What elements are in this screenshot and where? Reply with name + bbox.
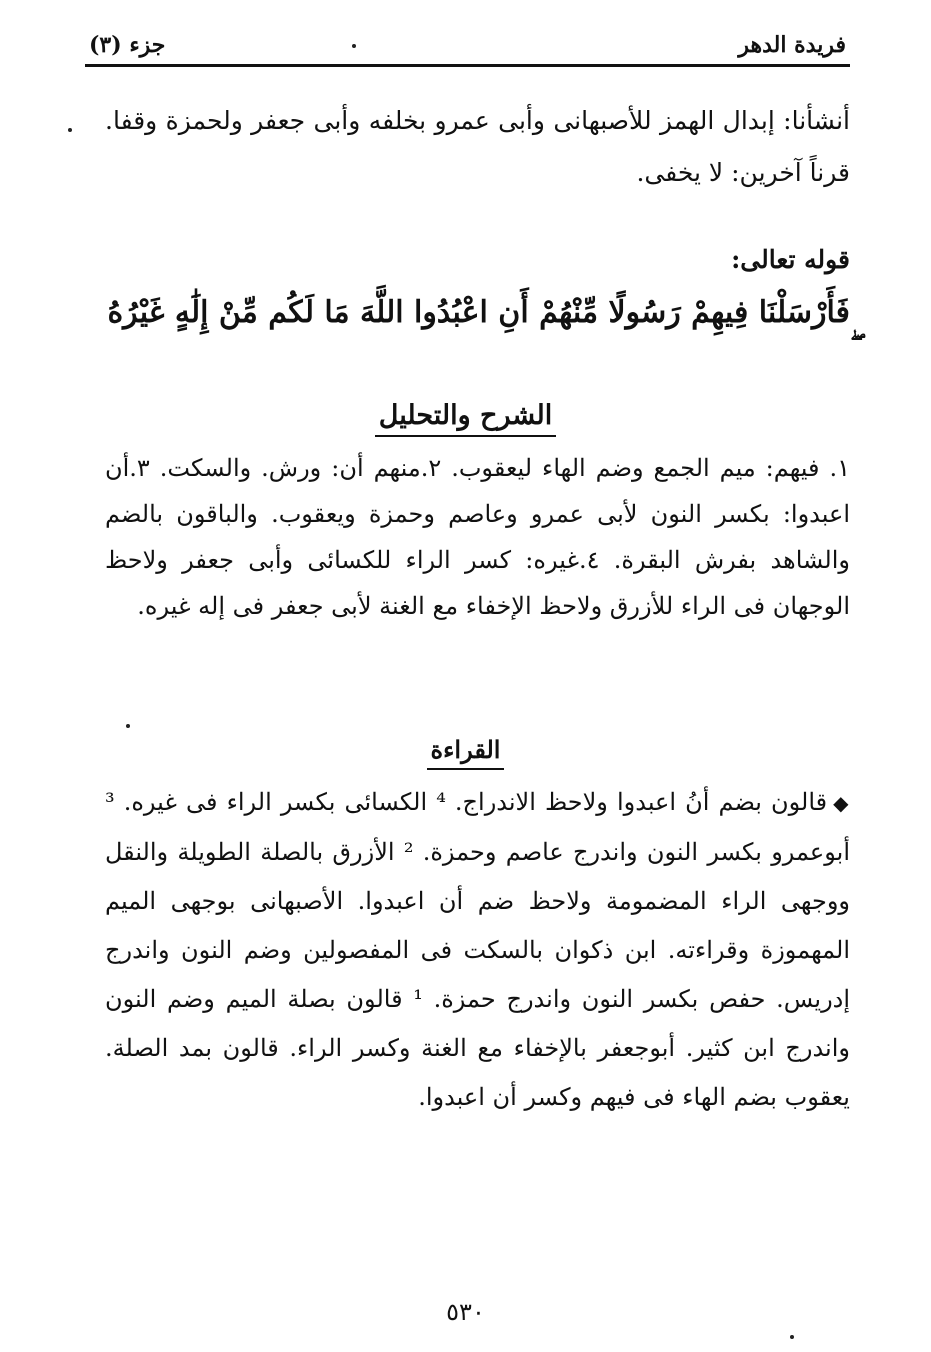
scan-speck (352, 44, 356, 48)
page-header (85, 30, 850, 67)
explanation-paragraph: ١. فيهم: ميم الجمع وضم الهاء ليعقوب. ٢.منهم أن: ورش. والسكت. ٣.أن اعبدوا: بكسر النون لأبى عمرو وعاصم وحمزة ويعقوب. والباقون بالضم والشاهد بفرش البقرة. ٤.غيره: كسر الراء للكسائى وأبى جعفر ولاحظ الوجهان فى الراء للأزرق ولاحظ الإخفاء مع الغنة لأبى جعفر فى إله غيره. (105, 454, 850, 620)
page-number: ٥٣٠ (446, 1298, 485, 1326)
book-title: فريدة الدهر (738, 32, 846, 58)
diamond-bullet-icon: ◆ (833, 791, 850, 815)
intro-paragraph: أنشأنا: إبدال الهمز للأصبهانى وأبى عمرو بخلفه وأبى جعفر ولحمزة وقفا. قرناً آخرين: لا يخفى. (105, 106, 850, 187)
scan-speck (126, 724, 130, 728)
reading-heading-text: القراءة (427, 735, 505, 770)
reading-heading (0, 735, 931, 764)
reading-text: قالون بضم أنُ اعبدوا ولاحظ الاندراج. ⁴ الكسائى بكسر الراء فى غيره. ³ أبوعمرو بكسر النون واندرج عاصم وحمزة. ² الأزرق بالصلة الطويلة والنقل ووجهى الراء المضمومة ولاحظ ضم أن اعبدوا. الأصبهانى بوجهى الميم المهموزة وقراءته. ابن ذكوان بالسكت فى المفصولين وضم النون واندرج إدريس. حفص بكسر النون واندرج حمزة. ¹ قالون بصلة الميم وضم النون واندرج ابن كثير. أبوجعفر بالإخفاء مع الغنة وكسر الراء. قالون بمد الصلة. يعقوب بضم الهاء فى فيهم وكسر أن اعبدوا. (105, 788, 851, 1111)
verse-label: قوله تعالى: (731, 245, 850, 274)
scan-speck (68, 128, 72, 132)
scan-speck (790, 1335, 794, 1339)
quran-verse: فَأَرْسَلْنَا فِيهِمْ رَسُولًا مِّنْهُمْ أَنِ اعْبُدُوا اللَّهَ مَا لَكُم مِّنْ إِلَٰهٍ غَيْرُهُ (107, 295, 850, 330)
explanation-heading-text: الشرح والتحليل (375, 400, 556, 437)
reading-paragraph (105, 778, 850, 1122)
part-number: جزء (٣) (89, 32, 166, 58)
explanation-heading (0, 400, 931, 431)
